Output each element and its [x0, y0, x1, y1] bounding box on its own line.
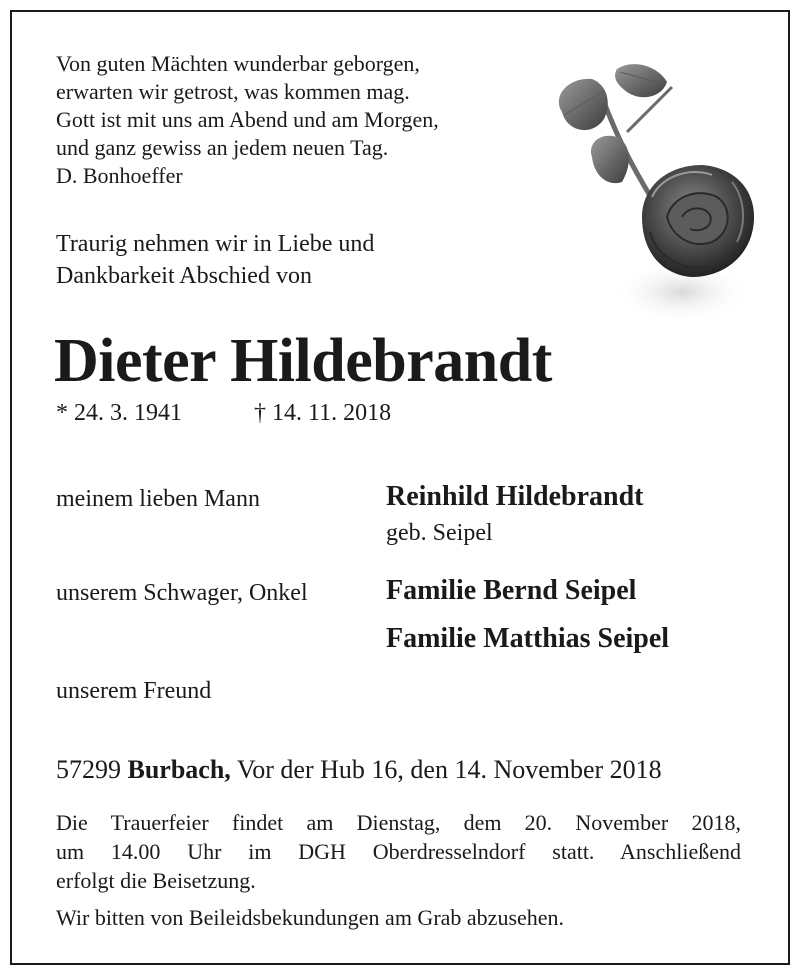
birth-date: * 24. 3. 1941 — [56, 400, 182, 426]
obituary-frame — [10, 10, 790, 965]
relation-husband: meinem lieben Mann — [56, 486, 260, 512]
funeral-line: um 14.00 Uhr im DGH Oberdresselndorf statt. Anschließend — [56, 839, 741, 864]
mourner-note: geb. Seipel — [386, 520, 493, 546]
rose-icon — [532, 57, 762, 332]
address-line — [56, 754, 662, 786]
relation-friend: unserem Freund — [56, 678, 212, 704]
intro-text — [56, 228, 374, 292]
death-date: † 14. 11. 2018 — [254, 400, 392, 426]
funeral-line: Die Trauerfeier findet am Dienstag, dem 20. November 2018, — [56, 810, 741, 835]
poem — [56, 50, 439, 190]
poem-line: und ganz gewiss an jedem neuen Tag. — [56, 135, 389, 160]
poem-line: erwarten wir getrost, was kommen mag. — [56, 79, 410, 104]
relation-brother-in-law: unserem Schwager, Onkel — [56, 580, 308, 606]
funeral-info — [56, 808, 741, 895]
deceased-name: Dieter Hildebrandt — [54, 327, 552, 395]
mourner-name: Familie Matthias Seipel — [386, 623, 670, 654]
street-date: Vor der Hub 16, den 14. November 2018 — [236, 755, 662, 784]
city: Burbach, — [127, 755, 231, 784]
closing-note: Wir bitten von Beileidsbekundungen am Grab abzusehen. — [56, 905, 565, 930]
mourner-name: Familie Bernd Seipel — [386, 575, 637, 606]
poem-line: Gott ist mit uns am Abend und am Morgen, — [56, 107, 439, 132]
intro-line: Traurig nehmen wir in Liebe und — [56, 231, 375, 257]
mourner-name: Reinhild Hildebrandt — [386, 481, 644, 512]
postcode: 57299 — [56, 755, 121, 784]
funeral-line: erfolgt die Beisetzung. — [56, 868, 256, 893]
poem-line: Von guten Mächten wunderbar geborgen, — [56, 51, 420, 76]
poem-author: D. Bonhoeffer — [56, 163, 183, 188]
intro-line: Dankbarkeit Abschied von — [56, 263, 312, 289]
